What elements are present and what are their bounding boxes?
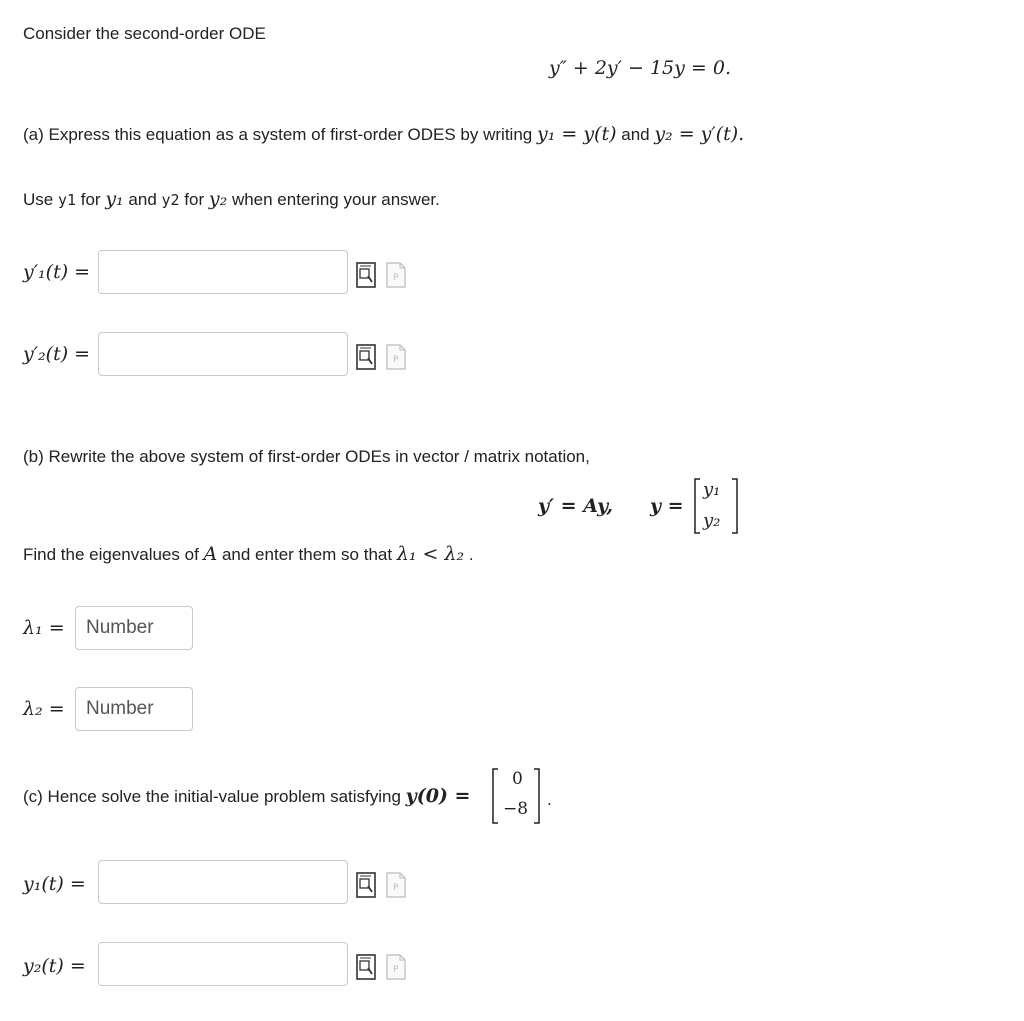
eigen-tail: . bbox=[464, 545, 474, 564]
formula-preview-icon[interactable] bbox=[356, 344, 376, 370]
y2-definition: y₂ = y′(t). bbox=[654, 123, 745, 145]
hint-y2-code: y2 bbox=[161, 191, 180, 209]
y2-prime-label: y′₂(t) = bbox=[23, 343, 91, 365]
lambda2-label: λ₂ = bbox=[23, 698, 65, 720]
vector-y-equation bbox=[650, 495, 684, 517]
hint-use: Use bbox=[23, 190, 58, 209]
intro-text: Consider the second-order ODE bbox=[23, 24, 266, 43]
y1-solution-label: y₁(t) = bbox=[23, 873, 86, 895]
part-a-and: and bbox=[616, 125, 655, 144]
entry-hint bbox=[23, 188, 440, 210]
eigen-prompt bbox=[23, 543, 474, 565]
svg-text:P: P bbox=[393, 355, 399, 365]
ic-vector-bottom: −8 bbox=[503, 799, 529, 819]
y1-prime-input[interactable] bbox=[98, 250, 348, 294]
help-document-icon[interactable] bbox=[386, 872, 406, 898]
formula-preview-icon[interactable] bbox=[356, 872, 376, 898]
y1-solution-input[interactable] bbox=[98, 860, 348, 904]
hint-y1-code: y1 bbox=[57, 191, 77, 209]
help-document-icon[interactable] bbox=[386, 262, 406, 288]
part-b-prompt: (b) Rewrite the above system of first-order ODEs in vector / matrix notation, bbox=[23, 447, 590, 466]
system-equation: y′ = Ay, bbox=[538, 495, 614, 517]
hint-for1: for bbox=[76, 190, 106, 209]
y1-prime-label: y′₁(t) = bbox=[23, 261, 91, 283]
lambda1-label: λ₁ = bbox=[23, 617, 65, 639]
matrix-a: A bbox=[203, 543, 218, 565]
svg-text:P: P bbox=[393, 965, 399, 975]
hint-tail: when entering your answer. bbox=[227, 190, 440, 209]
y2-solution-input[interactable] bbox=[98, 942, 348, 986]
vector-y-label: y = bbox=[650, 495, 684, 517]
eigen-order: λ₁ < λ₂ bbox=[396, 543, 465, 565]
lambda1-input[interactable]: Number bbox=[75, 606, 193, 650]
part-a-prompt bbox=[23, 123, 744, 145]
y2-solution-label: y₂(t) = bbox=[23, 955, 86, 977]
part-a-prefix: (a) Express this equation as a system of first-order ODES by writing bbox=[23, 125, 537, 144]
ic-period: . bbox=[547, 790, 552, 809]
formula-preview-icon[interactable] bbox=[356, 954, 376, 980]
part-c-prompt bbox=[23, 785, 470, 807]
hint-and: and bbox=[123, 190, 162, 209]
y1-definition: y₁ = y(t) bbox=[536, 123, 617, 145]
hint-y2-symbol: y₂ bbox=[208, 188, 228, 210]
hint-y1-symbol: y₁ bbox=[105, 188, 124, 210]
help-document-icon[interactable] bbox=[386, 954, 406, 980]
vector-y-bottom: y₂ bbox=[703, 510, 721, 531]
eigen-prefix: Find the eigenvalues of bbox=[23, 545, 204, 564]
part-c-prefix: (c) Hence solve the initial-value problem satisfying bbox=[23, 787, 406, 806]
svg-text:P: P bbox=[393, 273, 399, 283]
ic-vector-top: 0 bbox=[512, 769, 523, 789]
lambda2-input[interactable]: Number bbox=[75, 687, 193, 731]
ode-equation: y″ + 2y′ − 15y = 0. bbox=[549, 57, 732, 79]
vector-y-top: y₁ bbox=[703, 479, 721, 500]
y2-prime-input[interactable] bbox=[98, 332, 348, 376]
svg-text:P: P bbox=[393, 883, 399, 893]
initial-condition: y(0) = bbox=[405, 785, 471, 807]
eigen-mid: and enter them so that bbox=[217, 545, 397, 564]
formula-preview-icon[interactable] bbox=[356, 262, 376, 288]
help-document-icon[interactable] bbox=[386, 344, 406, 370]
hint-for2: for bbox=[179, 190, 209, 209]
